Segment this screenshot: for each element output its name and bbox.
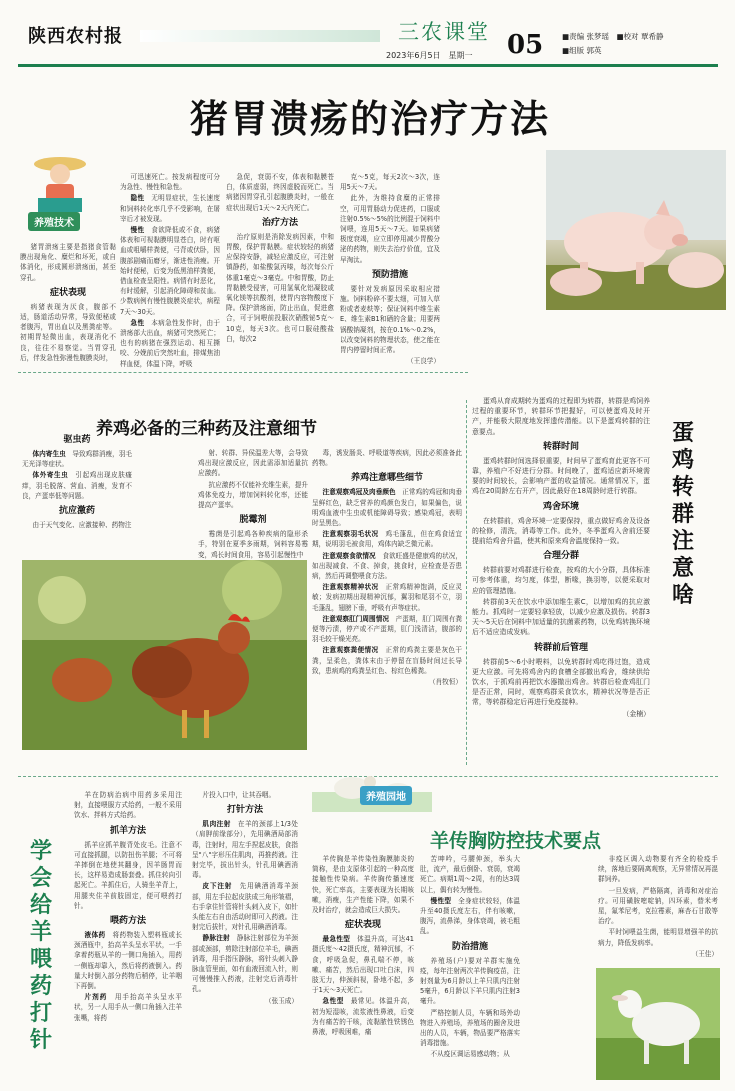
subheading: 打针方法 [226, 805, 263, 816]
article-column [192, 790, 298, 1085]
term-label: 注意观察食欲情况 [322, 551, 376, 560]
term-label: 注意观察肛门周围情况 [322, 614, 389, 623]
article-column [20, 242, 116, 427]
subheading: 转群前后管理 [533, 642, 588, 653]
paragraph: 羊传胸是羊传染性胸膜肺炎的简称，是由支原体引起的一种高度接触性传染病。羊传胸传播速度快，死亡率高，主要表现为长期咳嗽，消瘦，生产性能下降，如果不及时治疗，就会造成巨大损失。 [312, 855, 414, 915]
author-credit: （金楠） [622, 709, 650, 718]
paragraph: 霉菌是引起鸡各种疾病的隐形杀手，特别在夏季多雨期，饲料容易霉变，鸡长时间食用，容易引起慢性中 [198, 530, 308, 559]
paragraph-text: 正常鸡精神饱满，反应灵敏；发病初期出现精神沉郁，翼羽和尾羽不立，羽毛蓬乱，翅膀下垂，呼吸有声等症状。 [312, 583, 462, 612]
article-title-vertical: 学会给羊喂药打针 [30, 839, 53, 1053]
page-number: 05 [507, 30, 544, 60]
paragraph: 严格控制人员，车辆和场外动物进入养殖场，养殖场的圈舍及进出的人员，车辆，物品要严格落实消毒措施。 [420, 1008, 520, 1048]
paragraph: 转群前要对鸡群进行检查，按鸡的大小分群，具体标准可参考体重，均匀度，体型，断喙，换羽等，以便采取对应的管理措施。 [472, 566, 650, 595]
article-title: 养鸡必备的三种药及注意细节 [96, 419, 317, 439]
paragraph-text: 全身症状较轻，体温升至40摄氏度左右，伴有咳嗽，腹泻，流鼻涕，身体衰竭，被毛粗乱。 [420, 896, 520, 936]
article-column [198, 448, 308, 563]
credit-line: ■组版 郭英 [562, 46, 602, 55]
paragraph-text: 引起鸡出现皮肤瘙痒，羽毛脱落、营血、消瘦，发育不良，产蛋率低等问题。 [22, 471, 132, 500]
term-label: 注意观察精神状况 [322, 583, 379, 592]
paragraph: 射、转群、异侯温差大等，会导致鸡出现应激反应，因此需添加适量抗应激药。 [198, 449, 308, 478]
term-label: 隐性 [130, 194, 145, 203]
paragraph-text: 无明显症状，生长速度和饲料转化率几乎不受影响，在屠宰后才被发现。 [120, 194, 220, 223]
article-title: 猪胃溃疡的治疗方法 [189, 97, 550, 141]
term-label: 液体药 [84, 931, 106, 940]
term-label: 慢性 [130, 226, 145, 235]
article-column [420, 854, 520, 1086]
paragraph: 蛋鸡转群时间选择很重要，时间早了蛋鸡育此更容不可靠，养殖户不好进行分群。时间晚了，蛋鸡适应新环境需要的时间较长，会影响产蛋的收益情况。通常情况下，蛋鸡在20周龄左右开产，因此最好在18周龄时进行转群。 [472, 456, 650, 496]
term-label: 急性型 [322, 997, 344, 1006]
paragraph-text: 将药物装入塑料瓶或长颈酒瓶中，抬高羊头呈水平状，一手拿着药瓶从羊的一侧口角插入，用药一侧瓶却靠入，然后将药液倒入。药量大时倒入部分药物后稍停，让羊咽下再倒。 [74, 931, 182, 991]
term-label: 注意观察粪便情况 [322, 646, 379, 655]
paragraph: 克～5克，每天2次～3次，连用5天～7天。 [340, 173, 440, 192]
article-column [226, 172, 334, 427]
subheading: 喂药方法 [109, 916, 146, 927]
issue-date: 2023年6月5日 星期一 [386, 51, 473, 60]
subheading: 治疗方法 [261, 217, 298, 228]
term-label: 体外寄生虫 [32, 471, 69, 480]
paragraph: 抗应激药不仅能补充维生素，提升鸡体免疫力，增加饲料转化率，还能提高产蛋率。 [198, 480, 308, 510]
paragraph: 在转群前，鸡舍环境一定要保持，重点做好鸡舍及设备的检修，清洗，消毒等工作。此外，冬季蛋鸡入舍前还要提前给鸡舍升温，使其和原来鸡舍温度保持一致。 [472, 516, 650, 546]
paragraph: 蛋鸡从育成期转为蛋鸡的过程即为转群，转群是鸡饲养过程的重要环节，转群环节把握好，可以使蛋鸡及时开产，并能极大限度地发挥遗传潜能。以下是蛋鸡转群的注意要点。 [472, 397, 650, 436]
term-label: 注意观察鸡冠及肉垂颜色 [322, 488, 396, 497]
subheading: 抗应激药 [58, 506, 95, 517]
paragraph-text: 正常的鸡粪主要是灰色干粪，呈柔色，粪体末由于停留在盲肠时间过长导致，患病鸡的鸡粪呈红色、棕红色稀粪。 [312, 646, 462, 675]
paragraph-text: 最常见。体温升高，初为短湿咳，流浆液性鼻液，后变为有痛苦的干咳，流黏脓性铁锈色鼻液，呼吸困难，痛 [312, 997, 414, 1037]
masthead-rule [18, 64, 718, 67]
section-title: 三农课堂 [398, 20, 490, 44]
subheading: 症状表现 [344, 920, 381, 931]
paragraph: 片投入口中，让其吞咽。 [202, 791, 276, 799]
article-column [120, 172, 220, 427]
credit-line: ■责编 张梦瑶 ■校对 覃希静 [562, 32, 664, 41]
term-label: 肌肉注射 [202, 820, 231, 829]
paragraph: 转群前5～6小时喂料，以免转群时鸡吃得过饱，造成更大应激。可先将鸡舍内的食槽全部撤出鸡舍，维续供给饮水，于抓鸡前再把饮水器撤出鸡舍。转群后检查鸡肛门是否正常，同时，观察鸡群采食饮水，精神状况等是否正常，等转群稳定后再进行免疫接种。 [472, 657, 650, 707]
article-column [22, 430, 132, 555]
paragraph-text: 在羊的颈部上1/3处（肩胛前缘部分），先用碘酒局部消毒，注射时，用左手捏起皮肤，食指呈"八"字形压住肌肉，再推药液。注射完毕，拔出针头，针孔用碘酒消毒。 [192, 820, 298, 880]
paragraph: 可迅速死亡。按发病程度可分为急性、慢性和急性。 [120, 173, 220, 192]
article-column [340, 172, 440, 427]
subheading: 防治措施 [451, 941, 488, 952]
chicken-photo [22, 560, 307, 750]
section-badge: 养殖园地 [360, 786, 412, 805]
paragraph-text: 正常鸡的鸡冠和肉垂呈鲜红色，缺乏营养的鸡颜色发白，如果偏色，说明鸡血液中生虫或机能障碍导致；感染鸡冠，表明时呈黑色。 [312, 488, 462, 528]
subheading: 养鸡注意哪些细节 [350, 473, 423, 484]
newspaper-logo: 陕西农村报 [28, 26, 123, 47]
author-credit: （王佳） [691, 949, 718, 958]
paragraph-text: 本病急性发作时，由于溃疡部大出血，病猪可突然死亡；也有的病猪在强烈运动、相互撕咬、分娩前后突然吐血，排煤焦油样血便，体温下降，呼吸 [120, 318, 220, 368]
paragraph: 急促，衰弱不安，体表和黏膜苍白，体质虚弱，终因虚脱而死亡。当病猪因胃穿孔引起腹膜炎时，一般在症状出现后1天～2天内死亡。 [226, 173, 334, 212]
term-label: 皮下注射 [202, 882, 233, 891]
paragraph: 转群前3天在饮水中添加维生素C，以增加鸡的抗应激能力。抓鸡时一定要轻拿轻放，以减少应激及损伤。转群3天～5天后在饲料中加适量的抗菌素药物，以免鸡转换环境后不适应造成发病。 [472, 597, 650, 637]
paragraph: 非疫区调入动物要有齐全的检疫手续，落地后要隔离观察，无异常情况再混群饲养。 [598, 855, 718, 884]
paragraph-text: 静脉注射部位为羊颈部或颈部，剪除注射部位羊毛，碘酒消毒，用手指压静脉，将针头刺入静脉血管里面，如有血液回流入针，则可慢慢推入药液，注射完后消毒针孔。 [192, 934, 298, 994]
article-title-vertical: 蛋鸡转群注意啥 [672, 421, 695, 608]
paragraph: 病猪表现为厌食，腹部不适，肠道活动异常，导致便秘或者腹泻，胃出血以及黑粪症等。初期胃轻微出血，表现消化不良，往往不易察觉。当胃穿孔后，伴发急性弥漫性腹膜炎时， [20, 302, 116, 362]
subheading: 转群时间 [542, 441, 579, 452]
subheading: 鸡舍环境 [542, 501, 579, 512]
subheading: 驱虫药 [63, 435, 91, 445]
paragraph-text: 产蛋期，肛门周围有粪便等污渍，停产或不产蛋期，肛门浅清洁，腹部的羽毛较干燥光亮。 [312, 614, 462, 644]
article-column [598, 854, 718, 964]
paragraph: 要针对发病原因采取相应措施。饲料粉碎不要太细，可加入草粉或者麦麸等；保证饲料中维生素E、维生素B1和硒的含量；用要两锅酸钠凝剂，按在0.1%～0.2%，以改变饲料的物理状态，使之能在胃内停留时间正常。 [340, 284, 440, 355]
paragraph-text: 用手抬高羊头呈水平状，另一人用手从一侧口角插入注羊张嘴，将药 [74, 993, 182, 1022]
paragraph: 此外，为维持食糜的正常排空，可用胃肠动力促进药，口服或注射0.5%～5%的比例混于饲料中饲喂，连用5天～7天。如果病猪极度衰竭，应立即停用减少胃酸分泌的药物，则失去治疗价值，宜及早淘汰。 [340, 194, 440, 264]
article-column [312, 854, 414, 1086]
paragraph-text: 食欲旺盛是健康鸡的状况，如出现减食、不食、掉食，挑食时，应检查是否患病，然后再调整喂食方法。 [312, 551, 462, 581]
term-label: 片剂药 [84, 993, 108, 1002]
paragraph: 养殖场(户)要对羊群实施免疫，每年注射两次羊传胸疫苗，注射剂量为6月龄以上羊只肌内注射5毫升，6月龄以下羊只肌内注射3毫升。 [420, 956, 520, 1006]
term-label: 慢性型 [430, 896, 452, 905]
article-column [74, 790, 182, 1085]
paragraph: 一旦发病，严格隔离，消毒和对症治疗。可用磺胺嘧啶钠，四环素，替米考星，氟苯尼考，克拉霉素，麻杏石甘散等治疗。 [598, 886, 718, 926]
paragraph-text: 鸡毛蓬乱，但在鸡食适宜期，说明羽毛被食用，鸡体内缺乏微元素。 [312, 530, 462, 549]
author-credit: （王良学） [407, 357, 440, 366]
article-title: 羊传胸防控技术要点 [430, 830, 602, 852]
paragraph: 苦呻吟，弓腰伸颈，举头大肚，流产，最后倒卧、衰弱，衰竭死亡。病期1周～2周，有的达3周以上，偶有转为慢性。 [420, 855, 520, 894]
article-column [312, 448, 462, 748]
paragraph: 不从疫区调运易感动物；从 [430, 1050, 510, 1059]
masthead-accent [140, 30, 380, 42]
article-column [472, 396, 650, 768]
paragraph: 毒，诱发肠炎、呼吸道等疾病，因此必须准备此药物。 [312, 449, 462, 468]
paragraph-text: 先用碘酒消毒羊颈部，用左手拉起皮肤成三角形皱褶，右手拿住针管将针头刺入皮下，如针头能左右自由活动时即可入药液。注射完后拔针，对针孔用碘酒消毒。 [192, 882, 298, 932]
paragraph: 猪胃溃疡主要是指猪食管黏膜出现角化、糜烂和坏死，或自体消化，形成圆形溃疡面，甚至穿孔。 [20, 243, 116, 282]
section-divider [466, 400, 467, 765]
subheading: 抓羊方法 [109, 825, 146, 836]
term-label: 最急性型 [322, 935, 351, 944]
pig-photo [546, 150, 726, 310]
subheading: 脱霉剂 [239, 515, 267, 526]
paragraph-text: 体温升高，可达41摄氏度～42摄氏度，精神沉郁，不食，呼吸急促，鼻孔喘不停，咳嗽、痛苦，然后出现口吐白沫，四肢无力，伸颈斜视，卧地不起，多于1天～3天死亡。 [312, 935, 414, 995]
subheading: 症状表现 [49, 287, 86, 298]
paragraph: 抓羊应抓羊腹背处皮毛。注意不可直接抓腿，以防扭伤羊腿；不可将羊摔倒在地使其翻身，因羊肠胃而长，这样易造成肠套叠。抓住转向引起死亡。羊抓住后，人骑坐羊背上，用腿夹住羊前肢固定，便可喂药打针。 [74, 840, 182, 910]
term-label: 急性 [130, 318, 145, 327]
paragraph: 治疗原则是消除发病因素，中和胃酸，保护胃黏膜。症状较轻的病猪应保持安静，减轻应激反应，可注射镇静药，如盐酸氯丙嗪，每次每公斤体重1毫克～3毫克。中和胃酸，防止胃黏膜受侵害，可用氢氧化铝凝胶或氧化镁等抗酸剂，使胃内容物酸度下降。保护溃疡面，防止出血，促进愈合，可于饲喂前投服次硝酸铋5克～10克，每天3次。也可口服硅酸盐白，每次2 [226, 232, 334, 343]
term-label: 体内寄生虫 [32, 450, 66, 458]
author-credit: （肖牧恒） [429, 678, 462, 687]
paragraph-text: 食欲降低或不食，病猪体表和可视黏膜明显苍白，时有呕血或咀嚼样粪便，弓背或伏卧，因腹部剧痛而磨牙，渐进性消瘦。开始时便秘，后变为低黑油样粪便，借血检查呈阳性。病情有时恶化，有时缓解，引起消化障碍和贫血。少数病例有慢性腹膜炎症状，病程7天～30天。 [120, 226, 220, 316]
term-label: 注意观察羽毛状况 [322, 530, 379, 539]
section-divider [18, 372, 468, 373]
paragraph: 由于天气变化、应激接种、药物注 [32, 521, 132, 530]
author-credit: （张玉成） [265, 996, 298, 1005]
editor-credits [562, 30, 663, 58]
term-label: 静脉注射 [202, 934, 230, 943]
paragraph-text: 导致鸡群消瘦，羽毛无光泽等症状。 [22, 450, 132, 469]
paragraph: 羊在防病治病中用药多采用注射，直接喂服方式给药，一般不采用饮水、拌料方式给药。 [74, 791, 182, 820]
goat-photo [596, 968, 720, 1080]
subheading: 合理分群 [542, 551, 579, 562]
subheading: 预防措施 [371, 269, 408, 280]
section-badge: 养殖技术 [28, 212, 80, 231]
paragraph: 平时饲喂益生菌，能明显增强羊的抗病力，降低发病率。 [598, 928, 718, 947]
